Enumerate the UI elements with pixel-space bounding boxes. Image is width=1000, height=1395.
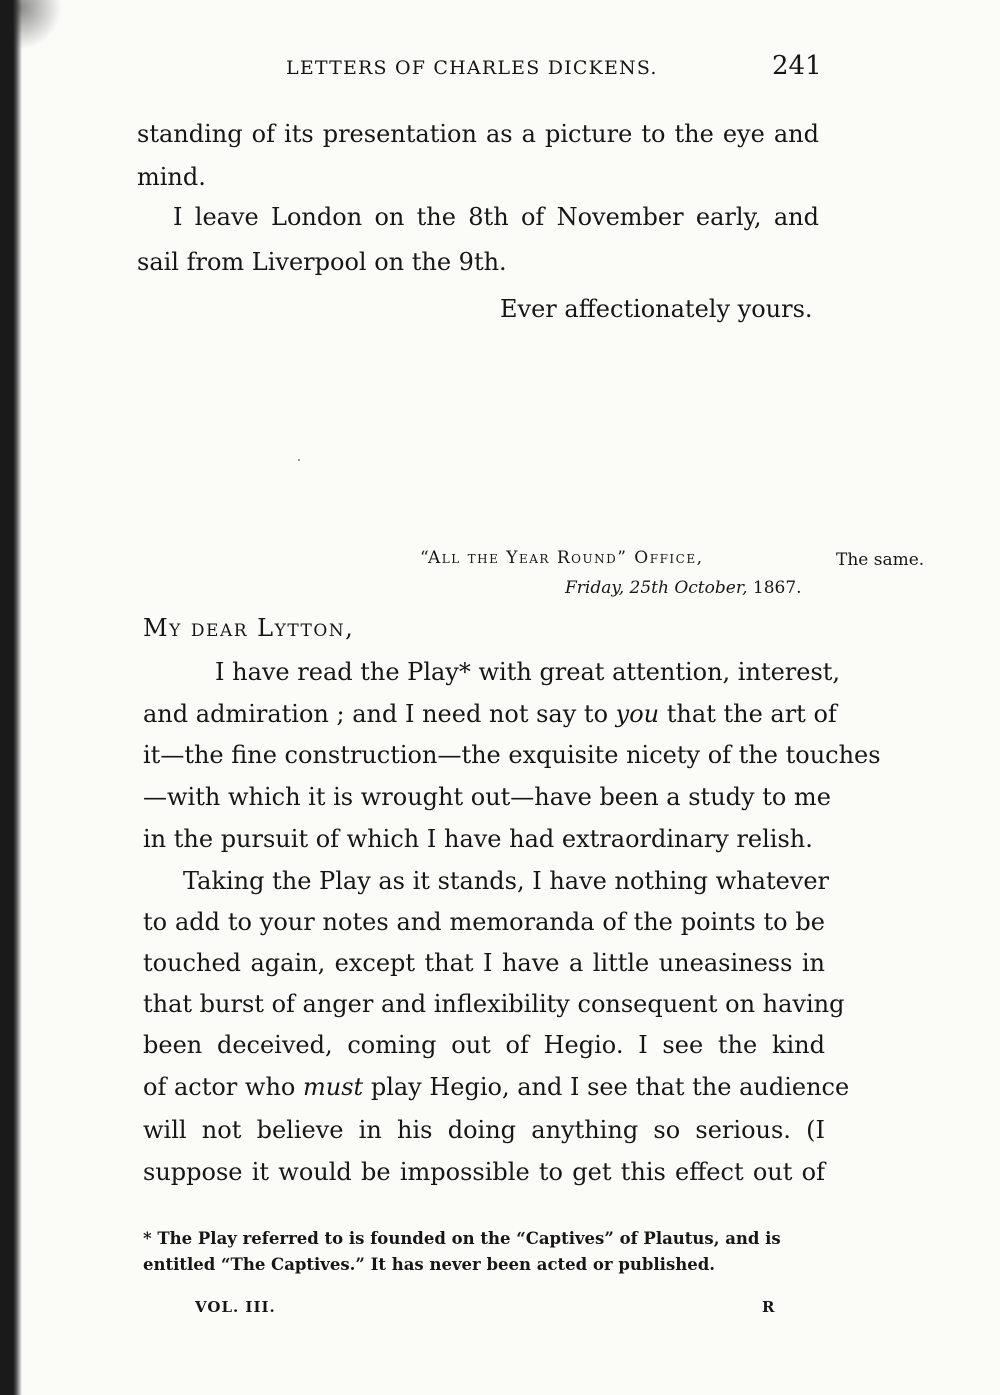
paper-speck [298,459,300,461]
text-line: standing of its presentation as a picture to the eye and [137,120,819,148]
text-span: and admiration ; and I need not say to [143,700,609,728]
text-line: in the pursuit of which I have had extraordinary relish. [143,825,813,853]
emphasis: must [303,1073,364,1101]
running-head [0,51,1000,85]
text-line: to add to your notes and memoranda of the points to be [143,908,825,936]
text-span: that the art of [666,700,837,728]
text-line: been deceived, coming out of Hegio. I see the kind [143,1031,825,1059]
binding-edge [0,0,22,1395]
text-line: I leave London on the 8th of November early, and [173,203,819,231]
letter-address: “All the Year Round” Office, [420,548,704,568]
text-line: that burst of anger and inflexibility consequent on having [143,990,845,1018]
letter-date-italic: Friday, 25th October, [565,578,748,598]
text-line: will not believe in his doing anything so serious. (I [143,1116,825,1144]
volume-mark: VOL. III. [195,1298,276,1316]
closing: Ever affectionately yours. [500,295,813,323]
footnote-line: entitled “The Captives.” It has never been acted or published. [143,1255,716,1274]
signature-mark: R [762,1298,776,1316]
text-line: suppose it would be impossible to get this effect out of [143,1158,825,1186]
text-line [143,700,837,728]
letter-date [565,578,802,598]
letter-year: 1867. [752,578,802,598]
text-line: mind. [137,163,206,191]
text-line: touched again, except that I have a little uneasiness in [143,949,825,977]
emphasis: you [615,700,660,728]
text-line: I have read the Play* with great attention, interest, [215,658,841,686]
text-line: Taking the Play as it stands, I have nothing whatever [183,867,830,895]
margin-note: The same. [836,550,925,570]
text-line: sail from Liverpool on the 9th. [137,248,507,276]
salutation: My dear Lytton, [143,614,355,642]
text-line: —with which it is wrought out—have been a study to me [143,783,831,811]
running-head-title: LETTERS OF CHARLES DICKENS. [286,57,658,79]
footnote-line: * The Play referred to is founded on the “Captives” of Plautus, and is [143,1229,781,1248]
text-line: it—the fine construction—the exquisite nicety of the touches [143,741,881,769]
text-span: of actor who [143,1073,296,1101]
text-line [143,1073,850,1101]
page-number: 241 [772,51,822,81]
text-span: play Hegio, and I see that the audience [370,1073,850,1101]
